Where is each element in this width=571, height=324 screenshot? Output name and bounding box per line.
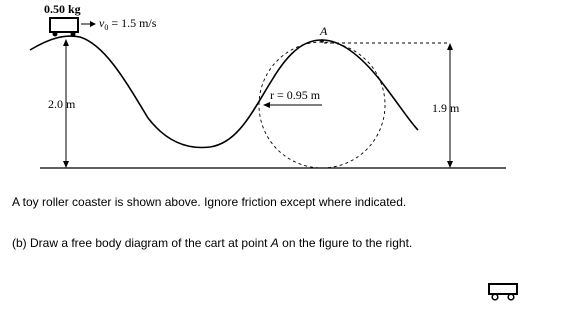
velocity-symbol: v <box>99 16 105 30</box>
small-cart-icon <box>487 282 521 302</box>
question-prefix: (b) Draw a free body diagram of the cart at point <box>12 236 271 250</box>
cart-icon <box>50 18 78 37</box>
radius-arrow <box>263 102 322 108</box>
mass-label: 0.50 kg <box>44 2 81 16</box>
coaster-track <box>30 36 418 147</box>
intro-text: A toy roller coaster is shown above. Ignore friction except where indicated. <box>12 195 407 209</box>
question-point: A <box>270 236 279 250</box>
radius-label: r = 0.95 m <box>270 88 321 102</box>
right-height-label: 1.9 m <box>432 101 460 115</box>
velocity-label <box>99 16 157 32</box>
question-suffix: on the figure to the right. <box>278 236 413 250</box>
left-height-label: 2.0 m <box>48 97 76 111</box>
velocity-value: = 1.5 m/s <box>108 16 157 30</box>
question-text <box>12 236 412 250</box>
velocity-arrow <box>81 21 96 27</box>
point-a-label: A <box>320 24 328 38</box>
velocity-subscript: 0 <box>104 23 109 32</box>
